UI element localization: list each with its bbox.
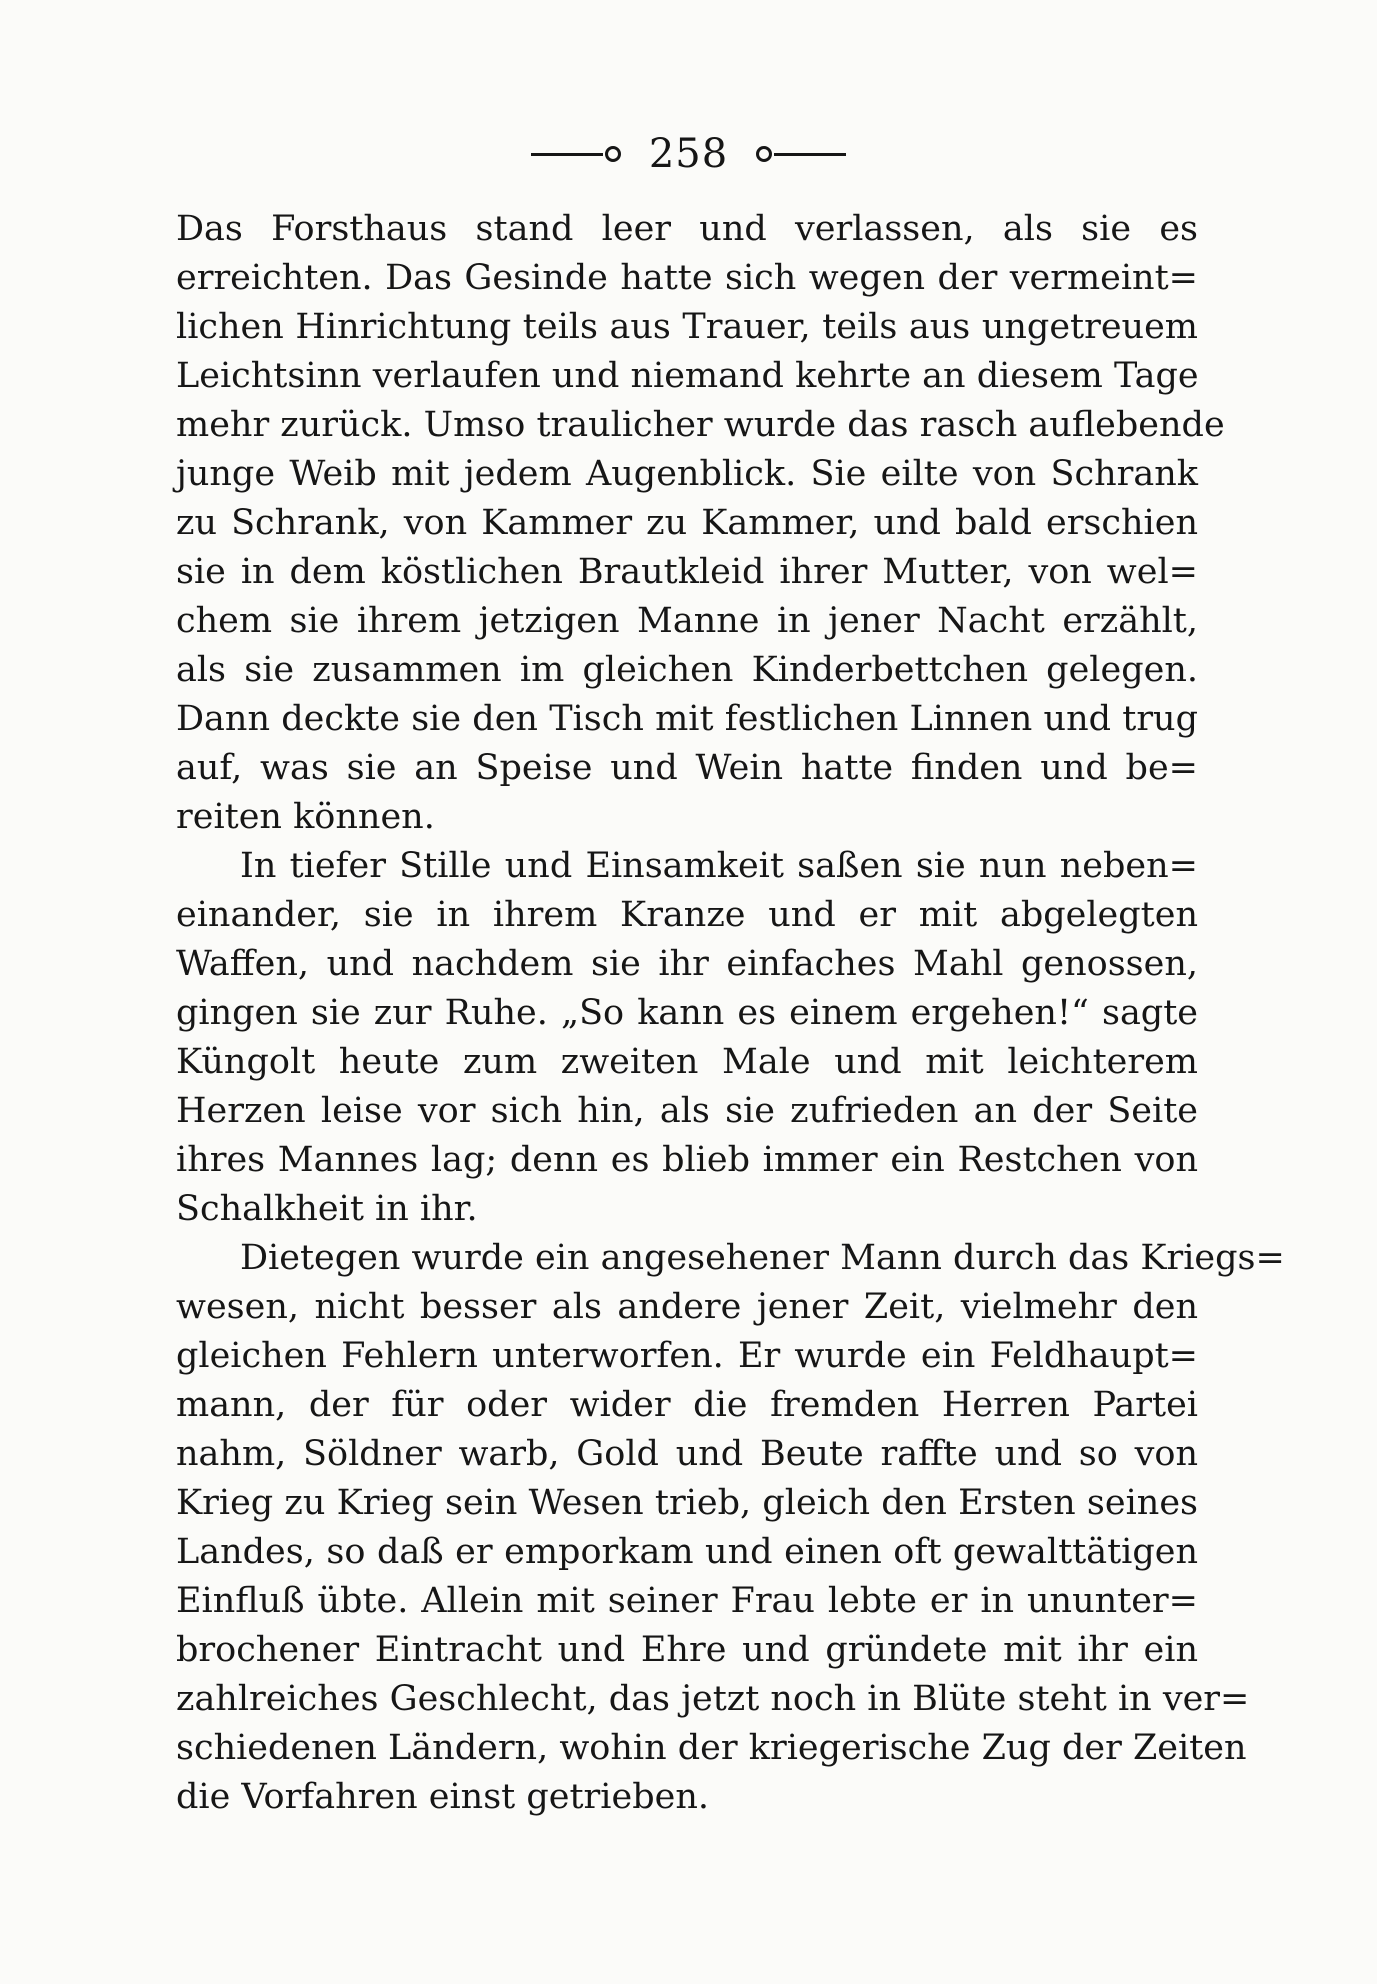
text-line: zu Schrank, von Kammer zu Kammer, und bald erschien <box>176 503 1198 543</box>
text-line: ihres Mannes lag; denn es blieb immer ein Restchen von <box>176 1140 1198 1180</box>
text-line: Das Forsthaus stand leer und verlassen, als sie es <box>176 209 1198 249</box>
text-line: nahm, Söldner warb, Gold und Beute raffte und so von <box>176 1434 1198 1474</box>
text-line: Dietegen wurde ein angesehener Mann durch das Kriegs= <box>240 1238 1285 1278</box>
text-line: einander, sie in ihrem Kranze und er mit abgelegten <box>176 895 1198 935</box>
text-line: erreichten. Das Gesinde hatte sich wegen der vermeint= <box>176 258 1198 298</box>
text-line: chem sie ihrem jetzigen Manne in jener Nacht erzählt, <box>176 601 1198 641</box>
paragraph <box>176 842 1198 1234</box>
text-line: junge Weib mit jedem Augenblick. Sie eilte von Schrank <box>176 454 1198 494</box>
page-header <box>0 126 1377 182</box>
text-line: Schalkheit in ihr. <box>176 1189 478 1229</box>
text-line: Küngolt heute zum zweiten Male und mit leichterem <box>176 1042 1198 1082</box>
text-line: als sie zusammen im gleichen Kinderbettchen gelegen. <box>176 650 1198 690</box>
text-line: Landes, so daß er emporkam und einen oft gewalttätigen <box>176 1532 1198 1572</box>
text-line: In tiefer Stille und Einsamkeit saßen sie nun neben= <box>240 846 1198 886</box>
text-line: schiedenen Ländern, wohin der kriegerische Zug der Zeiten <box>176 1728 1247 1768</box>
text-line: wesen, nicht besser als andere jener Zeit, vielmehr den <box>176 1287 1198 1327</box>
page-number: 258 <box>648 131 729 177</box>
text-line: Einfluß übte. Allein mit seiner Frau lebte er in ununter= <box>176 1581 1198 1621</box>
right-ornament <box>754 146 846 162</box>
text-line: reiten können. <box>176 797 435 837</box>
text-line: Waffen, und nachdem sie ihr einfaches Mahl genossen, <box>176 944 1198 984</box>
left-ornament <box>531 146 623 162</box>
text-line: mann, der für oder wider die fremden Herren Partei <box>176 1385 1198 1425</box>
text-line: zahlreiches Geschlecht, das jetzt noch in Blüte steht in ver= <box>176 1679 1250 1719</box>
text-line: sie in dem köstlichen Brautkleid ihrer Mutter, von wel= <box>176 552 1198 592</box>
text-line: mehr zurück. Umso traulicher wurde das rasch auflebende <box>176 405 1225 445</box>
text-line: Leichtsinn verlaufen und niemand kehrte an diesem Tage <box>176 356 1199 396</box>
text-line: Krieg zu Krieg sein Wesen trieb, gleich den Ersten seines <box>176 1483 1198 1523</box>
body-text <box>176 205 1285 1822</box>
text-line: brochener Eintracht und Ehre und gründete mit ihr ein <box>176 1630 1198 1670</box>
text-line: auf, was sie an Speise und Wein hatte finden und be= <box>176 748 1198 788</box>
text-line: gleichen Fehlern unterworfen. Er wurde ein Feldhaupt= <box>176 1336 1198 1376</box>
text-line: die Vorfahren einst getrieben. <box>176 1777 709 1817</box>
paragraph <box>176 1234 1285 1822</box>
text-line: Herzen leise vor sich hin, als sie zufrieden an der Seite <box>176 1091 1198 1131</box>
text-line: Dann deckte sie den Tisch mit festlichen Linnen und trug <box>176 699 1198 739</box>
text-line: lichen Hinrichtung teils aus Trauer, teils aus ungetreuem <box>176 307 1198 347</box>
paragraph <box>176 205 1225 842</box>
text-line: gingen sie zur Ruhe. „So kann es einem ergehen!“ sagte <box>176 993 1198 1033</box>
